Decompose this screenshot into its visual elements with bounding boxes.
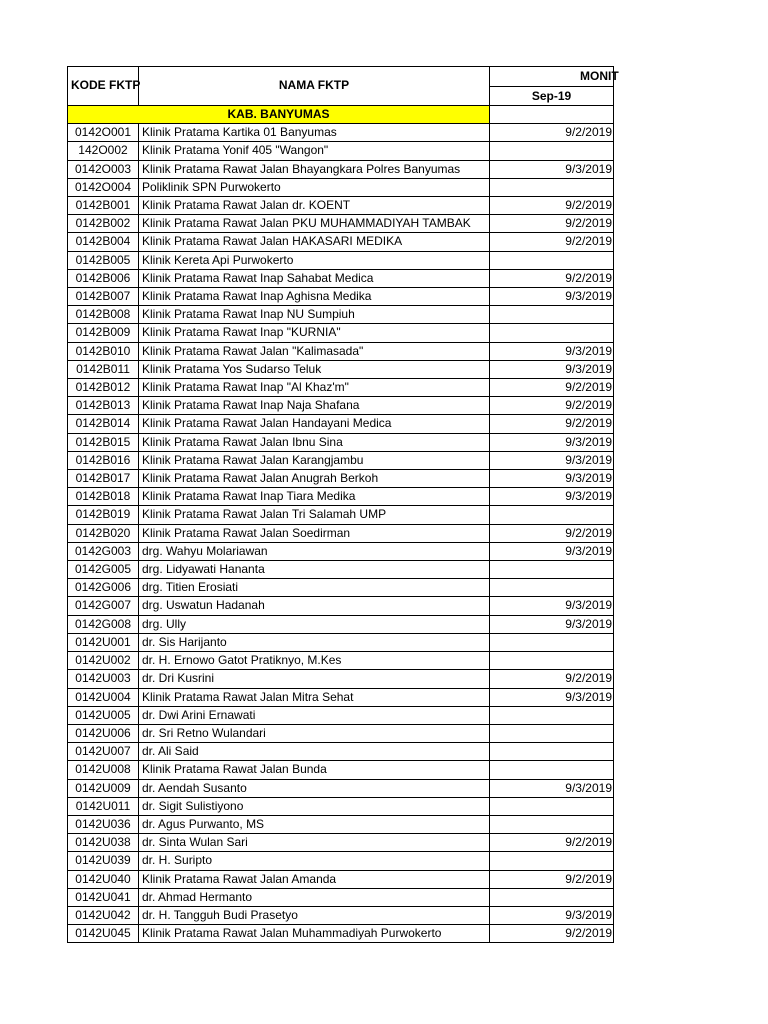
kode-cell: 0142B013 — [68, 397, 139, 415]
kode-cell: 0142B006 — [68, 269, 139, 287]
tanggal-cell — [490, 178, 614, 196]
column-header-kode: KODE FKTP — [68, 67, 139, 106]
tanggal-cell: 9/2/2019 — [490, 925, 614, 943]
tanggal-cell: 9/2/2019 — [490, 524, 614, 542]
table-row — [68, 233, 614, 251]
tanggal-cell: 9/2/2019 — [490, 269, 614, 287]
kode-cell: 0142B019 — [68, 506, 139, 524]
table-row — [68, 724, 614, 742]
tanggal-cell: 9/3/2019 — [490, 688, 614, 706]
kode-cell: 0142G008 — [68, 615, 139, 633]
nama-cell: Klinik Pratama Rawat Inap NU Sumpiuh — [139, 306, 490, 324]
kode-cell: 0142U009 — [68, 779, 139, 797]
table-body — [68, 106, 614, 943]
kode-cell: 0142B004 — [68, 233, 139, 251]
table-row — [68, 306, 614, 324]
region-name: KAB. BANYUMAS — [68, 106, 490, 124]
nama-cell: Klinik Pratama Rawat Jalan PKU MUHAMMADIYAH TAMBAK — [139, 215, 490, 233]
nama-cell: Klinik Pratama Rawat Jalan HAKASARI MEDIKA — [139, 233, 490, 251]
tanggal-cell — [490, 561, 614, 579]
kode-cell: 0142O001 — [68, 124, 139, 142]
kode-cell: 0142B002 — [68, 215, 139, 233]
tanggal-cell: 9/2/2019 — [490, 233, 614, 251]
table-row — [68, 652, 614, 670]
nama-cell: dr. Ahmad Hermanto — [139, 888, 490, 906]
tanggal-cell — [490, 324, 614, 342]
nama-cell: Klinik Pratama Rawat Jalan Amanda — [139, 870, 490, 888]
table-row — [68, 706, 614, 724]
table-row — [68, 488, 614, 506]
nama-cell: Klinik Pratama Rawat Inap "Al Khaz'm" — [139, 379, 490, 397]
nama-cell: Poliklinik SPN Purwokerto — [139, 178, 490, 196]
nama-cell: dr. Aendah Susanto — [139, 779, 490, 797]
tanggal-cell — [490, 306, 614, 324]
table-row — [68, 834, 614, 852]
table-row — [68, 761, 614, 779]
tanggal-cell: 9/3/2019 — [490, 906, 614, 924]
table-row — [68, 360, 614, 378]
table-row — [68, 688, 614, 706]
nama-cell: Klinik Pratama Rawat Jalan Muhammadiyah Purwokerto — [139, 925, 490, 943]
kode-cell: 0142O003 — [68, 160, 139, 178]
kode-cell: 0142U004 — [68, 688, 139, 706]
nama-cell: dr. Ali Said — [139, 743, 490, 761]
tanggal-cell: 9/3/2019 — [490, 360, 614, 378]
tanggal-cell: 9/3/2019 — [490, 433, 614, 451]
tanggal-cell: 9/2/2019 — [490, 870, 614, 888]
tanggal-cell — [490, 761, 614, 779]
table-row — [68, 451, 614, 469]
nama-cell: dr. Sri Retno Wulandari — [139, 724, 490, 742]
table-row — [68, 269, 614, 287]
table-row — [68, 870, 614, 888]
table-row — [68, 797, 614, 815]
tanggal-cell — [490, 633, 614, 651]
nama-cell: Klinik Pratama Rawat Jalan Bunda — [139, 761, 490, 779]
kode-cell: 0142U045 — [68, 925, 139, 943]
nama-cell: drg. Titien Erosiati — [139, 579, 490, 597]
tanggal-cell — [490, 251, 614, 269]
tanggal-cell: 9/3/2019 — [490, 160, 614, 178]
tanggal-cell: 9/2/2019 — [490, 197, 614, 215]
table-row — [68, 779, 614, 797]
kode-cell: 142O002 — [68, 142, 139, 160]
tanggal-cell: 9/2/2019 — [490, 834, 614, 852]
nama-cell: dr. H. Ernowo Gatot Pratiknyo, M.Kes — [139, 652, 490, 670]
kode-cell: 0142B020 — [68, 524, 139, 542]
nama-cell: Klinik Pratama Rawat Jalan Soedirman — [139, 524, 490, 542]
kode-cell: 0142B017 — [68, 470, 139, 488]
nama-cell: Klinik Pratama Yos Sudarso Teluk — [139, 360, 490, 378]
table-row — [68, 379, 614, 397]
fktp-table — [67, 66, 619, 943]
tanggal-cell — [490, 706, 614, 724]
nama-cell: Klinik Pratama Rawat Jalan Tri Salamah UMP — [139, 506, 490, 524]
nama-cell: Klinik Pratama Rawat Jalan Handayani Medica — [139, 415, 490, 433]
table-row — [68, 615, 614, 633]
nama-cell: Klinik Pratama Rawat Jalan Anugrah Berkoh — [139, 470, 490, 488]
tanggal-cell — [490, 579, 614, 597]
tanggal-cell: 9/3/2019 — [490, 597, 614, 615]
tanggal-cell — [490, 815, 614, 833]
tanggal-cell: 9/3/2019 — [490, 470, 614, 488]
nama-cell: dr. H. Suripto — [139, 852, 490, 870]
table-row — [68, 506, 614, 524]
kode-cell: 0142U040 — [68, 870, 139, 888]
kode-cell: 0142U006 — [68, 724, 139, 742]
kode-cell: 0142U008 — [68, 761, 139, 779]
spreadsheet — [67, 66, 619, 943]
table-row — [68, 197, 614, 215]
kode-cell: 0142U039 — [68, 852, 139, 870]
kode-cell: 0142B009 — [68, 324, 139, 342]
tanggal-cell: 9/2/2019 — [490, 379, 614, 397]
nama-cell: drg. Wahyu Molariawan — [139, 542, 490, 560]
region-row — [68, 106, 614, 124]
nama-cell: dr. H. Tangguh Budi Prasetyo — [139, 906, 490, 924]
kode-cell: 0142G005 — [68, 561, 139, 579]
kode-cell: 0142U036 — [68, 815, 139, 833]
nama-cell: Klinik Pratama Rawat Inap Naja Shafana — [139, 397, 490, 415]
nama-cell: dr. Dwi Arini Ernawati — [139, 706, 490, 724]
tanggal-cell — [490, 652, 614, 670]
kode-cell: 0142U041 — [68, 888, 139, 906]
column-header-nama: NAMA FKTP — [139, 67, 490, 106]
table-row — [68, 433, 614, 451]
kode-cell: 0142B007 — [68, 288, 139, 306]
table-row — [68, 542, 614, 560]
nama-cell: dr. Agus Purwanto, MS — [139, 815, 490, 833]
kode-cell: 0142U038 — [68, 834, 139, 852]
tanggal-cell: 9/3/2019 — [490, 451, 614, 469]
tanggal-cell — [490, 506, 614, 524]
tanggal-cell: 9/2/2019 — [490, 124, 614, 142]
table-row — [68, 524, 614, 542]
kode-cell: 0142U042 — [68, 906, 139, 924]
kode-cell: 0142B015 — [68, 433, 139, 451]
kode-cell: 0142B005 — [68, 251, 139, 269]
nama-cell: dr. Sis Harijanto — [139, 633, 490, 651]
nama-cell: Klinik Pratama Kartika 01 Banyumas — [139, 124, 490, 142]
table-row — [68, 342, 614, 360]
tanggal-cell: 9/3/2019 — [490, 288, 614, 306]
column-header-monit: MONIT — [490, 67, 614, 87]
table-row — [68, 251, 614, 269]
kode-cell: 0142B014 — [68, 415, 139, 433]
kode-cell: 0142B001 — [68, 197, 139, 215]
kode-cell: 0142O004 — [68, 178, 139, 196]
table-row — [68, 906, 614, 924]
tanggal-cell — [490, 797, 614, 815]
table-row — [68, 925, 614, 943]
table-row — [68, 178, 614, 196]
kode-cell: 0142U007 — [68, 743, 139, 761]
nama-cell: Klinik Pratama Rawat Jalan Ibnu Sina — [139, 433, 490, 451]
tanggal-cell: 9/3/2019 — [490, 615, 614, 633]
nama-cell: dr. Sinta Wulan Sari — [139, 834, 490, 852]
table-row — [68, 397, 614, 415]
tanggal-cell: 9/2/2019 — [490, 215, 614, 233]
table-row — [68, 633, 614, 651]
region-value-cell — [490, 106, 614, 124]
nama-cell: Klinik Pratama Rawat Jalan Bhayangkara Polres Banyumas — [139, 160, 490, 178]
tanggal-cell: 9/3/2019 — [490, 488, 614, 506]
nama-cell: Klinik Pratama Rawat Jalan Mitra Sehat — [139, 688, 490, 706]
table-row — [68, 470, 614, 488]
kode-cell: 0142G003 — [68, 542, 139, 560]
table-row — [68, 160, 614, 178]
table-row — [68, 888, 614, 906]
table-row — [68, 324, 614, 342]
nama-cell: Klinik Kereta Api Purwokerto — [139, 251, 490, 269]
nama-cell: Klinik Pratama Rawat Inap Sahabat Medica — [139, 269, 490, 287]
kode-cell: 0142B008 — [68, 306, 139, 324]
table-row — [68, 852, 614, 870]
table-row — [68, 597, 614, 615]
table-row — [68, 415, 614, 433]
tanggal-cell: 9/3/2019 — [490, 779, 614, 797]
tanggal-cell — [490, 888, 614, 906]
nama-cell: Klinik Pratama Rawat Jalan "Kalimasada" — [139, 342, 490, 360]
tanggal-cell: 9/2/2019 — [490, 397, 614, 415]
kode-cell: 0142U005 — [68, 706, 139, 724]
tanggal-cell — [490, 142, 614, 160]
table-row — [68, 670, 614, 688]
kode-cell: 0142B010 — [68, 342, 139, 360]
kode-cell: 0142U001 — [68, 633, 139, 651]
kode-cell: 0142U011 — [68, 797, 139, 815]
kode-cell: 0142U002 — [68, 652, 139, 670]
nama-cell: dr. Sigit Sulistiyono — [139, 797, 490, 815]
nama-cell: Klinik Pratama Rawat Inap "KURNIA" — [139, 324, 490, 342]
kode-cell: 0142G007 — [68, 597, 139, 615]
table-row — [68, 561, 614, 579]
nama-cell: drg. Lidyawati Hananta — [139, 561, 490, 579]
nama-cell: Klinik Pratama Yonif 405 "Wangon" — [139, 142, 490, 160]
nama-cell: drg. Uswatun Hadanah — [139, 597, 490, 615]
tanggal-cell — [490, 743, 614, 761]
kode-cell: 0142G006 — [68, 579, 139, 597]
kode-cell: 0142B018 — [68, 488, 139, 506]
table-row — [68, 215, 614, 233]
nama-cell: Klinik Pratama Rawat Jalan dr. KOENT — [139, 197, 490, 215]
nama-cell: drg. Ully — [139, 615, 490, 633]
table-row — [68, 743, 614, 761]
table-row — [68, 815, 614, 833]
nama-cell: Klinik Pratama Rawat Inap Tiara Medika — [139, 488, 490, 506]
table-row — [68, 288, 614, 306]
tanggal-cell: 9/3/2019 — [490, 342, 614, 360]
table-row — [68, 142, 614, 160]
kode-cell: 0142B016 — [68, 451, 139, 469]
tanggal-cell: 9/3/2019 — [490, 542, 614, 560]
tanggal-cell — [490, 724, 614, 742]
tanggal-cell — [490, 852, 614, 870]
tanggal-cell: 9/2/2019 — [490, 415, 614, 433]
table-row — [68, 579, 614, 597]
nama-cell: Klinik Pratama Rawat Jalan Karangjambu — [139, 451, 490, 469]
kode-cell: 0142U003 — [68, 670, 139, 688]
kode-cell: 0142B011 — [68, 360, 139, 378]
column-header-month: Sep-19 — [490, 87, 614, 106]
nama-cell: dr. Dri Kusrini — [139, 670, 490, 688]
table-row — [68, 124, 614, 142]
tanggal-cell: 9/2/2019 — [490, 670, 614, 688]
nama-cell: Klinik Pratama Rawat Inap Aghisna Medika — [139, 288, 490, 306]
kode-cell: 0142B012 — [68, 379, 139, 397]
